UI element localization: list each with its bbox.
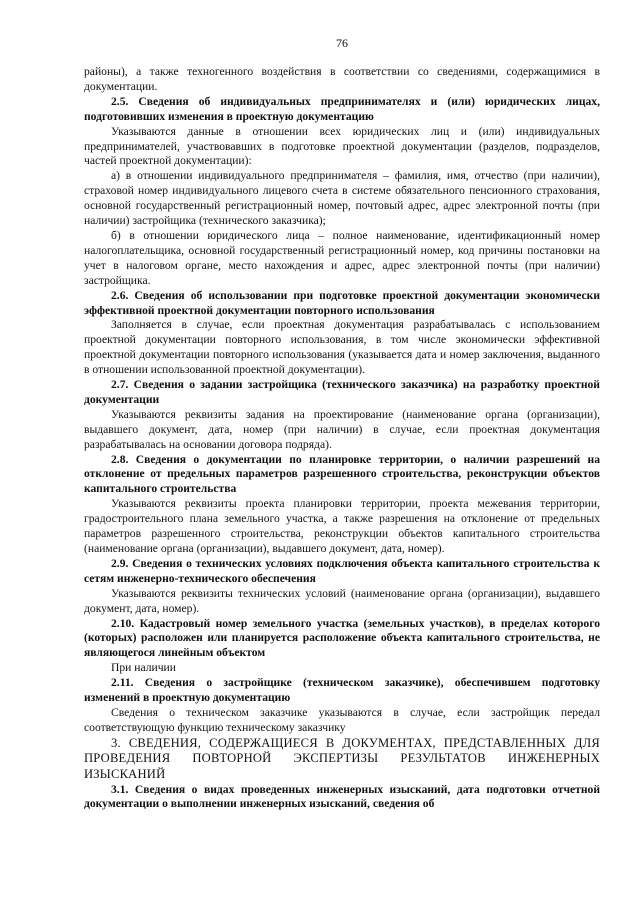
paragraph-2-6: Заполняется в случае, если проектная документация разрабатывалась с использованием проектной документации повторного использования, в том числе экономически эффективной проектной документации повторного использования (указывается дата и номер заключения, выданного в отношении использованной проектной документации). (84, 318, 600, 377)
heading-2-5: 2.5. Сведения об индивидуальных предпринимателях и (или) юридических лицах, подготовивших изменения в проектную документацию (84, 94, 600, 123)
paragraph-2-9: Указываются реквизиты технических условий (наименование органа (организации), выдавшего документ, дата, номер). (84, 586, 600, 615)
paragraph-2-5-a: а) в отношении индивидуального предпринимателя – фамилия, имя, отчество (при наличии), страховой номер индивидуального лицевого счета в системе обязательного пенсионного страхования, основной государственный регистрационный номер, почтовый адрес, адрес электронной почты (при наличии) застройщика (технического заказчика); (84, 169, 600, 228)
paragraph-2-11: Сведения о техническом заказчике указываются в случае, если застройщик передал соответствующую функцию техническому заказчику (84, 705, 600, 734)
heading-2-6: 2.6. Сведения об использовании при подготовке проектной документации экономически эффективной проектной документации повторного использования (84, 288, 600, 317)
heading-2-11: 2.11. Сведения о застройщике (техническом заказчике), обеспечившем подготовку изменений в проектную документацию (84, 676, 600, 705)
paragraph-2-8: Указываются реквизиты проекта планировки территории, проекта межевания территории, градостроительного плана земельного участка, а также разрешения на отклонение от предельных параметров разрешенного строительства, реконструкции объектов капитального строительства (наименование органа (организации), выдавшего документ, дата, номер). (84, 497, 600, 555)
heading-2-7: 2.7. Сведения о задании застройщика (технического заказчика) на разработку проектной документации (84, 378, 600, 406)
heading-3-1: 3.1. Сведения о видах проведенных инженерных изысканий, дата подготовки отчетной документации о выполнении инженерных изысканий, сведения об (84, 782, 600, 811)
section-3-title: 3. СВЕДЕНИЯ, СОДЕРЖАЩИЕСЯ В ДОКУМЕНТАХ, ПРЕДСТАВЛЕННЫХ ДЛЯ ПРОВЕДЕНИЯ ПОВТОРНОЙ ЭКСПЕРТИЗЫ РЕЗУЛЬТАТОВ ИНЖЕНЕРНЫХ ИЗЫСКАНИЙ (84, 735, 600, 781)
paragraph-2-10: При наличии (111, 661, 176, 675)
paragraph-continuation: районы), а также техногенного воздействия в соответствии со сведениями, содержащимися в документации. (84, 65, 600, 93)
paragraph-2-5-intro: Указываются данные в отношении всех юридических лиц и (или) индивидуальных предпринимателей, участвовавших в подготовке проектной документации (разделов, подразделов, частей проектной документации): (84, 124, 600, 168)
paragraph-2-5-b: б) в отношении юридического лица – полное наименование, идентификационный номер налогоплательщика, основной государственный регистрационный номер, код причины постановки на учет в налоговом органе, место нахождения и адрес, адрес электронной почты (при наличии) застройщика. (84, 228, 600, 287)
heading-2-8: 2.8. Сведения о документации по планировке территории, о наличии разрешений на отклонение от предельных параметров разрешенного строительства, реконструкции объектов капитального строительства (84, 452, 600, 496)
heading-2-10: 2.10. Кадастровый номер земельного участка (земельных участков), в пределах которого (которых) расположен или планируется расположение объекта капитального строительства, не являющегося линейным объектом (84, 616, 600, 660)
heading-2-9: 2.9. Сведения о технических условиях подключения объекта капитального строительства к сетям инженерно-технического обеспечения (84, 556, 600, 585)
page-number: 76 (336, 36, 348, 50)
paragraph-2-7: Указываются реквизиты задания на проектирование (наименование органа (организации), выдавшего документ, дата, номер (при наличии) в случае, если проектная документация разрабатывалась на основании договора подряда). (84, 407, 600, 451)
